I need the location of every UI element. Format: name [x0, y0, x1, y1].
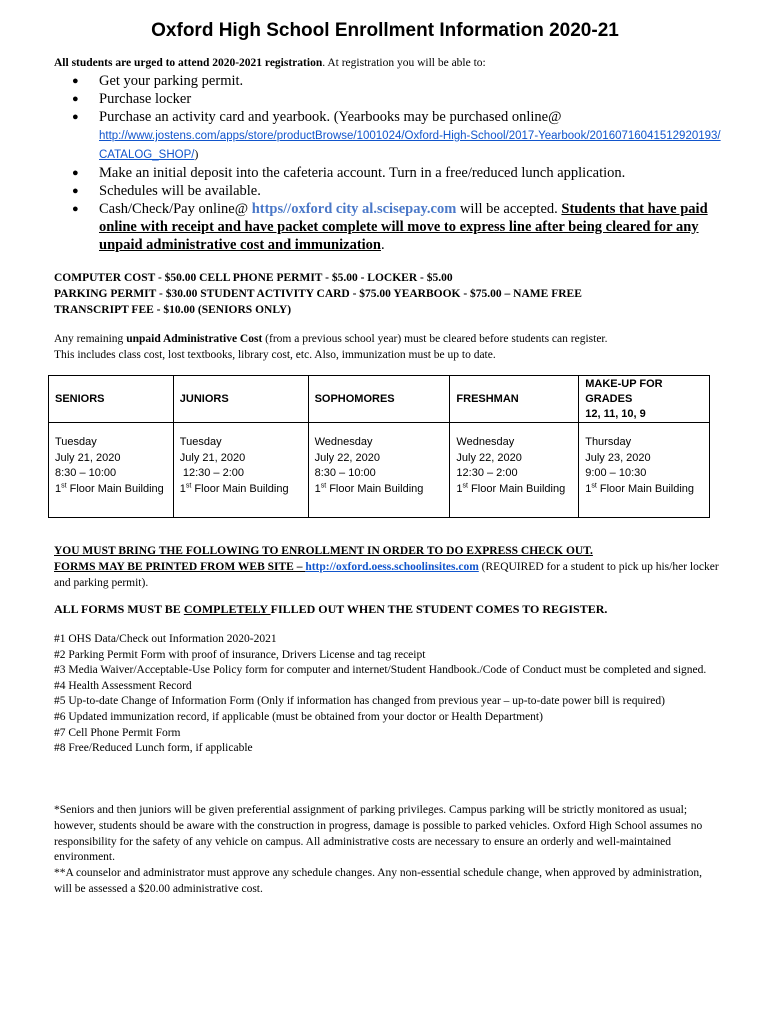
- bullet-close-paren: ): [194, 149, 199, 161]
- floor-num: 1: [179, 482, 186, 495]
- cost-line-2: PARKING PERMIT - $30.00 STUDENT ACTIVITY CARD - $75.00 YEARBOOK - $75.00 – NAME FREE: [54, 288, 582, 300]
- allforms-underlined: COMPLETELY: [183, 602, 271, 616]
- floor-rest: Floor Main Building: [66, 482, 164, 495]
- bullet-text: Schedules will be available.: [99, 183, 261, 199]
- makeup-line-3: 12, 11, 10, 9: [585, 407, 646, 420]
- page-title: Oxford High School Enrollment Information 2020-21: [151, 20, 619, 41]
- bullet-text: Purchase locker: [99, 91, 192, 107]
- cell-day: Tuesday: [55, 436, 97, 448]
- schedule-cell-freshman: [450, 423, 579, 518]
- bullet-parking-permit: [72, 72, 722, 90]
- floor-num: 1: [55, 482, 62, 495]
- cell-location: [55, 482, 167, 498]
- cell-location: [456, 482, 572, 498]
- bullet-activity-yearbook: [72, 108, 722, 164]
- schedule-cell-juniors: [173, 423, 308, 518]
- bring-forms-bold: FORMS MAY BE PRINTED FROM WEB SITE –: [54, 561, 306, 573]
- unpaid-cost-note: [54, 331, 734, 363]
- bring-instructions: [54, 543, 734, 591]
- cell-day: Wednesday: [314, 436, 373, 448]
- cost-line-1: COMPUTER COST - $50.00 CELL PHONE PERMIT - $5.00 - LOCKER - $5.00: [54, 272, 453, 284]
- schedule-cell-makeup: [579, 423, 710, 518]
- yearbook-link[interactable]: http://www.jostens.com/apps/store/productBrowse/1001024/Oxford-High-School/2017-Yearbook/20160716041512920193/CATALOG_SHOP/: [99, 130, 721, 161]
- floor-sup: st: [185, 481, 192, 489]
- form-item-5: #5 Up-to-date Change of Information Form (Only if information has changed from previous year – up-to-date power bill is required): [54, 695, 665, 708]
- payment-end: .: [381, 237, 385, 253]
- bullet-cafeteria: [72, 164, 722, 182]
- form-item-2: #2 Parking Permit Form with proof of insurance, Drivers License and tag receipt: [54, 648, 426, 661]
- cell-date: July 21, 2020: [179, 451, 246, 464]
- cell-time: 8:30 – 10:00: [314, 467, 376, 479]
- intro-rest: . At registration you will be able to:: [322, 57, 486, 69]
- floor-num: 1: [585, 482, 592, 495]
- cell-location: [180, 482, 302, 498]
- bring-required-note: (REQUIRED for a student to pick up his/her locker and parking permit).: [54, 561, 719, 589]
- header-freshman: FRESHMAN: [450, 376, 579, 423]
- cell-day: Thursday: [585, 436, 632, 448]
- floor-sup: st: [462, 481, 468, 489]
- intro-text: [54, 57, 714, 69]
- floor-sup: st: [320, 481, 327, 489]
- floor-rest: Floor Main Building: [467, 482, 566, 495]
- bullet-payment: [72, 200, 722, 254]
- allforms-suffix: FILLED OUT WHEN THE STUDENT COMES TO REGISTER.: [270, 602, 608, 616]
- unpaid-bold: unpaid Administrative Cost: [126, 333, 263, 345]
- all-forms-heading: [54, 602, 734, 617]
- form-item-4: #4 Health Assessment Record: [54, 679, 192, 692]
- express-line-note: Students that have paid online with receipt and have packet complete will move to express line after being cleared for any unpaid administrative cost and immunization: [99, 201, 708, 253]
- bullet-text: Make an initial deposit into the cafeteria account. Turn in a free/reduced lunch application.: [99, 165, 626, 181]
- cell-location: [585, 482, 703, 498]
- notes-section: [54, 803, 719, 898]
- schedule-change-note: **A counselor and administrator must approve any schedule changes. Any non-essential schedule change, when approved by administration, will be assessed a $20.00 administrative cost.: [54, 867, 702, 895]
- form-item-1: #1 OHS Data/Check out Information 2020-2021: [54, 633, 277, 645]
- schedule-body-row: [49, 423, 710, 518]
- bring-line-2: [54, 559, 734, 591]
- cell-date: July 22, 2020: [456, 451, 522, 464]
- schedule-table: [48, 375, 710, 518]
- cost-list: [54, 270, 734, 318]
- cell-time: 12:30 – 2:00: [456, 467, 518, 479]
- schedule-cell-sophomores: [308, 423, 450, 518]
- forms-website-link[interactable]: http://oxford.oess.schoolinsites.com: [305, 561, 479, 573]
- form-item-7: #7 Cell Phone Permit Form: [54, 726, 181, 739]
- bullet-schedules: [72, 182, 722, 200]
- header-makeup: [579, 376, 710, 423]
- makeup-line-1: MAKE-UP FOR: [585, 377, 663, 390]
- cell-location: [315, 482, 444, 498]
- bring-line-1: YOU MUST BRING THE FOLLOWING TO ENROLLMENT IN ORDER TO DO EXPRESS CHECK OUT.: [54, 545, 593, 557]
- parking-note: *Seniors and then juniors will be given preferential assignment of parking privileges. Campus parking will be strictly monitored as usual; however, students should be aware with the construction in progress, damage is possible to parked vehicles. Oxford High School assumes no responsibility for the safety of any vehicle on campus. All administrative costs are necessary to ensure an orderly and well-maintained environment.: [54, 804, 703, 864]
- cell-time: 9:00 – 10:30: [585, 467, 647, 479]
- header-juniors: JUNIORS: [173, 376, 308, 423]
- bullet-text: Get your parking permit.: [99, 73, 244, 89]
- required-forms-list: [54, 632, 719, 757]
- cell-date: July 22, 2020: [314, 451, 381, 464]
- bullet-text: Purchase an activity card and yearbook. (Yearbooks may be purchased online@: [99, 109, 562, 125]
- floor-rest: Floor Main Building: [596, 482, 695, 495]
- schedule-cell-seniors: [49, 423, 174, 518]
- floor-rest: Floor Main Building: [191, 482, 289, 495]
- cost-line-3: TRANSCRIPT FEE - $10.00 (SENIORS ONLY): [54, 304, 292, 316]
- form-item-3: #3 Media Waiver/Acceptable-Use Policy form for computer and internet/Student Handbook./Code of Conduct must be completed and signed.: [54, 664, 707, 677]
- payment-prefix: Cash/Check/Pay online@: [99, 201, 252, 217]
- cell-date: July 21, 2020: [55, 451, 121, 464]
- floor-sup: st: [61, 481, 67, 489]
- schedule-header-row: [49, 376, 710, 423]
- floor-sup: st: [591, 481, 597, 489]
- form-item-8: #8 Free/Reduced Lunch form, if applicable: [54, 742, 253, 755]
- header-sophomores: SOPHOMORES: [308, 376, 450, 423]
- bullet-locker: [72, 90, 722, 108]
- registration-bullet-list: [72, 72, 722, 254]
- cell-day: Tuesday: [179, 436, 222, 448]
- unpaid-line-1: [54, 331, 734, 347]
- payment-link[interactable]: https//oxford city al.scisepay.com: [251, 201, 457, 217]
- form-item-6: #6 Updated immunization record, if applicable (must be obtained from your doctor or Health Department): [54, 710, 543, 723]
- cell-time: 12:30 – 2:00: [179, 467, 245, 479]
- unpaid-suffix: (from a previous school year) must be cleared before students can register.: [262, 333, 608, 345]
- floor-rest: Floor Main Building: [326, 482, 424, 495]
- allforms-prefix: ALL FORMS MUST BE: [54, 602, 184, 616]
- unpaid-prefix: Any remaining: [54, 333, 127, 345]
- unpaid-line-2: This includes class cost, lost textbooks, library cost, etc. Also, immunization must be up to date.: [54, 349, 496, 361]
- cell-time: 8:30 – 10:00: [55, 467, 117, 479]
- floor-num: 1: [456, 482, 463, 495]
- cell-date: July 23, 2020: [585, 451, 651, 464]
- floor-num: 1: [314, 482, 321, 495]
- payment-mid: will be accepted.: [456, 201, 562, 217]
- cell-day: Wednesday: [456, 436, 515, 448]
- makeup-line-2: GRADES: [585, 392, 633, 405]
- intro-bold: All students are urged to attend 2020-2021 registration: [54, 57, 323, 69]
- header-seniors: SENIORS: [49, 376, 174, 423]
